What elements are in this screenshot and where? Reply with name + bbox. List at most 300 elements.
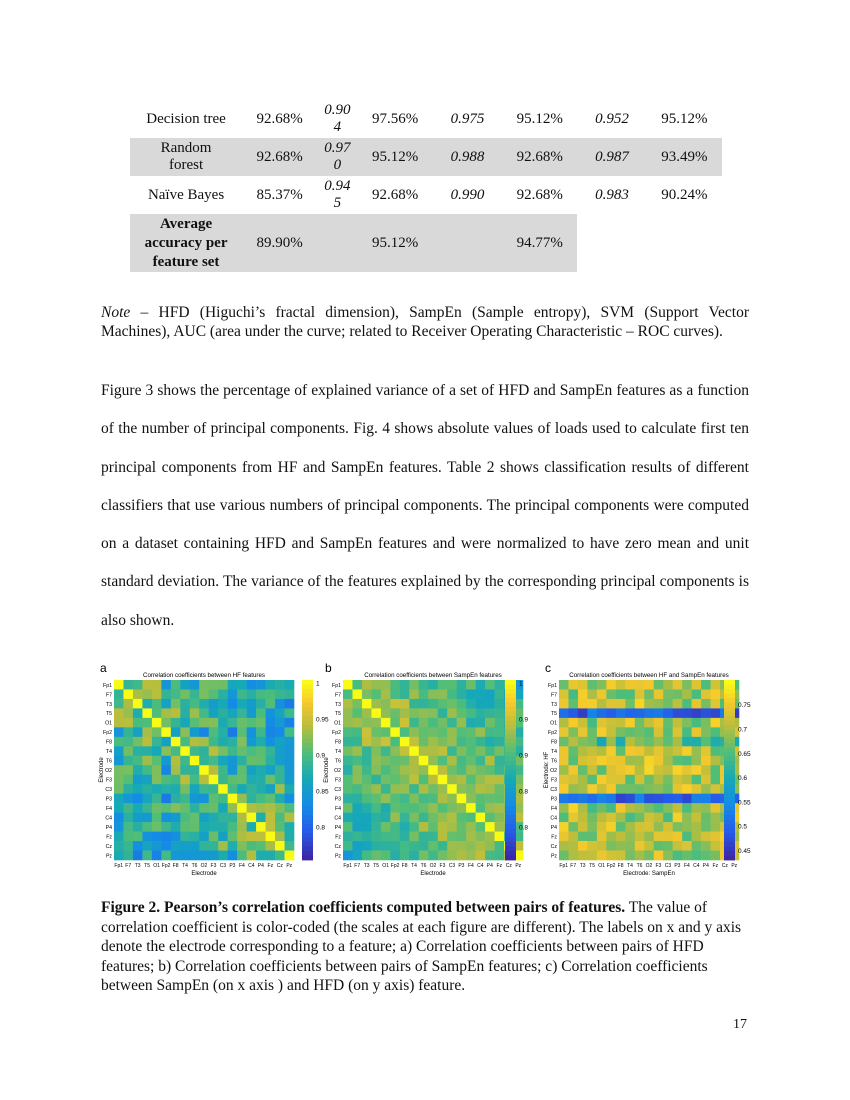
- heatmap-cell: [559, 794, 569, 804]
- x-tick-label: C4: [248, 863, 255, 869]
- colorbar-segment: [724, 833, 735, 838]
- heatmap-cell: [390, 775, 400, 785]
- heatmap-cell: [495, 708, 505, 718]
- x-tick-label: T6: [636, 863, 643, 869]
- heatmap-cell: [485, 794, 495, 804]
- heatmap-cell: [161, 689, 171, 699]
- heatmap-cell: [152, 689, 162, 699]
- x-tick-label: F8: [401, 863, 408, 869]
- colorbar-segment: [724, 761, 735, 766]
- x-tick-label: C4: [693, 863, 700, 869]
- heatmap-cell: [559, 851, 569, 861]
- colorbar-segment: [505, 716, 516, 721]
- heatmap-cell: [701, 727, 711, 737]
- heatmap-cell: [587, 718, 597, 728]
- heatmap-cell: [209, 756, 219, 766]
- heatmap-cell: [218, 813, 228, 823]
- heatmap-cell: [400, 727, 410, 737]
- heatmap-cell: [218, 718, 228, 728]
- heatmap-cell: [682, 803, 692, 813]
- heatmap-cell: [476, 756, 486, 766]
- heatmap-cell: [218, 765, 228, 775]
- heatmap-cell: [692, 680, 702, 690]
- heatmap-cell: [438, 775, 448, 785]
- y-tick-label: Pz: [550, 853, 557, 860]
- x-tick-label: P4: [257, 863, 264, 869]
- heatmap-cell: [568, 765, 578, 775]
- heatmap-cell: [606, 794, 616, 804]
- heatmap-cell: [371, 680, 381, 690]
- heatmap-cell: [343, 841, 353, 851]
- x-tick-label: T6: [420, 863, 427, 869]
- heatmap-cell: [625, 737, 635, 747]
- heatmap-cell: [114, 680, 124, 690]
- heatmap-cell: [597, 851, 607, 861]
- colorbar-tick-label: 0.75: [738, 702, 751, 710]
- heatmap-cell: [635, 832, 645, 842]
- heatmap-cell: [381, 822, 391, 832]
- heatmap-cell: [133, 680, 143, 690]
- heatmap-cell: [654, 794, 664, 804]
- heatmap-cell: [152, 718, 162, 728]
- heatmap-cell: [625, 803, 635, 813]
- heatmap-cell: [142, 822, 152, 832]
- y-axis-label: Electrode: [324, 757, 330, 783]
- heatmap-cell: [209, 794, 219, 804]
- heatmap-cell: [371, 699, 381, 709]
- heatmap-cell: [635, 822, 645, 832]
- heatmap-cell: [447, 775, 457, 785]
- heatmap-cell: [237, 680, 247, 690]
- heatmap-cell: [559, 727, 569, 737]
- y-tick-label: Fp2: [332, 730, 341, 737]
- colorbar-segment: [724, 739, 735, 744]
- heatmap-panel-c: [544, 661, 751, 877]
- heatmap-cell: [606, 689, 616, 699]
- heatmap-cell: [673, 765, 683, 775]
- heatmap-cell: [495, 822, 505, 832]
- heatmap-cell: [457, 803, 467, 813]
- heatmap-cell: [663, 851, 673, 861]
- heatmap-cell: [428, 784, 438, 794]
- heatmap-cell: [400, 746, 410, 756]
- y-tick-label: F8: [550, 739, 557, 746]
- heatmap-cell: [559, 699, 569, 709]
- colorbar-segment: [505, 752, 516, 757]
- colorbar-segment: [505, 707, 516, 712]
- heatmap-cell: [275, 680, 285, 690]
- heatmap-cell: [285, 841, 295, 851]
- heatmap-cell: [266, 680, 276, 690]
- x-tick-label: T4: [627, 863, 633, 869]
- colorbar-tick-label: 1: [519, 680, 523, 688]
- x-tick-label: O1: [598, 863, 605, 869]
- heatmap-cell: [133, 708, 143, 718]
- heatmap-cell: [228, 794, 238, 804]
- heatmap-cell: [495, 813, 505, 823]
- heatmap-cell: [171, 851, 181, 861]
- heatmap-cell: [390, 822, 400, 832]
- x-tick-label: P3: [674, 863, 681, 869]
- heatmap-cell: [275, 822, 285, 832]
- heatmap-cell: [285, 803, 295, 813]
- heatmap-cell: [228, 727, 238, 737]
- heatmap-cell: [123, 784, 133, 794]
- heatmap-cell: [419, 832, 429, 842]
- heatmap-cell: [237, 784, 247, 794]
- x-tick-label: F4: [467, 863, 474, 869]
- heatmap-cell: [568, 737, 578, 747]
- heatmap-cell: [578, 822, 588, 832]
- heatmap-cell: [171, 832, 181, 842]
- heatmap-cell: [568, 813, 578, 823]
- x-tick-label: Fp2: [161, 863, 171, 869]
- colorbar-segment: [302, 851, 313, 856]
- colorbar-segment: [724, 824, 735, 829]
- heatmap-cell: [644, 794, 654, 804]
- heatmap-cell: [447, 784, 457, 794]
- heatmap-cell: [400, 851, 410, 861]
- heatmap-panel-a: [99, 661, 329, 877]
- heatmap-cell: [285, 794, 295, 804]
- colorbar-segment: [505, 775, 516, 780]
- heatmap-cell: [199, 841, 209, 851]
- colorbar-segment: [302, 797, 313, 802]
- x-tick-label: Cz: [721, 863, 728, 869]
- heatmap-cell: [381, 813, 391, 823]
- heatmap-cell: [559, 756, 569, 766]
- heatmap-cell: [578, 680, 588, 690]
- heatmap-cell: [352, 737, 362, 747]
- heatmap-cell: [654, 822, 664, 832]
- heatmap-cell: [218, 775, 228, 785]
- heatmap-cell: [447, 794, 457, 804]
- y-tick-label: C4: [105, 815, 112, 822]
- heatmap-cell: [711, 784, 721, 794]
- heatmap-cell: [343, 794, 353, 804]
- colorbar-segment: [724, 716, 735, 721]
- heatmap-cell: [438, 746, 448, 756]
- heatmap-cell: [142, 832, 152, 842]
- heatmap-cell: [606, 803, 616, 813]
- heatmap-cell: [466, 746, 476, 756]
- heatmap-cell: [362, 832, 372, 842]
- heatmap-cell: [578, 851, 588, 861]
- heatmap-cell: [419, 689, 429, 699]
- heatmap-cell: [285, 813, 295, 823]
- body-paragraph: Figure 3 shows the percentage of explained variance of a set of HFD and SampEn features as a function of the number of principal components. Fig. 4 shows absolute values of loads used to calculate first ten principal components from HF and SampEn features. Table 2 shows classification results of different classifiers that use various numbers of principal components. The principal components were computed on a dataset containing HFD and SampEn features and were normalized to have zero mean and unit standard deviation. The variance of the features explained by the corresponding principal components is also shown.: [101, 382, 749, 629]
- heatmap-cell: [133, 689, 143, 699]
- correlation-figure: [99, 660, 751, 877]
- heatmap-cell: [466, 689, 476, 699]
- heatmap-cell: [673, 680, 683, 690]
- heatmap-cell: [438, 680, 448, 690]
- heatmap-cell: [654, 689, 664, 699]
- heatmap-cell: [362, 794, 372, 804]
- heatmap-cell: [428, 794, 438, 804]
- heatmap-cell: [447, 822, 457, 832]
- heatmap-cell: [390, 680, 400, 690]
- heatmap-cell: [352, 756, 362, 766]
- heatmap-cell: [275, 699, 285, 709]
- heatmap-cell: [152, 851, 162, 861]
- heatmap-cell: [190, 765, 200, 775]
- x-tick-label: F7: [354, 863, 361, 869]
- heatmap-cell: [682, 699, 692, 709]
- y-tick-label: T5: [334, 711, 341, 718]
- y-tick-label: T3: [334, 701, 341, 708]
- heatmap-cell: [142, 841, 152, 851]
- heatmap-cell: [711, 689, 721, 699]
- heatmap-cell: [568, 689, 578, 699]
- heatmap-cell: [428, 775, 438, 785]
- heatmap-cell: [390, 841, 400, 851]
- heatmap-cell: [352, 851, 362, 861]
- heatmap-cell: [457, 813, 467, 823]
- heatmap-cell: [190, 841, 200, 851]
- classifier-cell: Decision tree: [146, 110, 226, 127]
- heatmap-cell: [485, 765, 495, 775]
- heatmap-cell: [352, 822, 362, 832]
- heatmap-cell: [466, 784, 476, 794]
- heatmap-cell: [343, 832, 353, 842]
- heatmap-cell: [152, 822, 162, 832]
- heatmap-cell: [152, 803, 162, 813]
- heatmap-cell: [180, 784, 190, 794]
- heatmap-cell: [171, 813, 181, 823]
- heatmap-cell: [228, 841, 238, 851]
- colorbar-segment: [724, 680, 735, 685]
- heatmap-cell: [209, 746, 219, 756]
- heatmap-cell: [476, 813, 486, 823]
- heatmap-cell: [114, 851, 124, 861]
- heatmap-cell: [682, 737, 692, 747]
- heatmap-cell: [568, 775, 578, 785]
- heatmap-cell: [644, 727, 654, 737]
- heatmap-cell: [237, 813, 247, 823]
- heatmap-cell: [587, 832, 597, 842]
- y-tick-label: T4: [334, 749, 341, 756]
- heatmap-cell: [171, 822, 181, 832]
- heatmap-cell: [485, 832, 495, 842]
- heatmap-cell: [692, 765, 702, 775]
- y-tick-label: P3: [334, 796, 341, 803]
- heatmap-cell: [180, 756, 190, 766]
- heatmap-cell: [409, 746, 419, 756]
- heatmap-cell: [390, 718, 400, 728]
- heatmap-cell: [711, 822, 721, 832]
- heatmap-cell: [142, 727, 152, 737]
- heatmap-cell: [114, 689, 124, 699]
- heatmap-cell: [266, 794, 276, 804]
- heatmap-cell: [485, 727, 495, 737]
- heatmap-cell: [606, 699, 616, 709]
- heatmap-cell: [266, 756, 276, 766]
- heatmap-cell: [625, 813, 635, 823]
- heatmap-cell: [428, 756, 438, 766]
- heatmap-cell: [606, 746, 616, 756]
- table-row: Naïve Bayes 85.37% 0.94 5 92.68% 0.990 92.68% 0.983 90.24%: [130, 176, 722, 214]
- heatmap-cell: [578, 689, 588, 699]
- heatmap-cell: [285, 680, 295, 690]
- heatmap-cell: [266, 765, 276, 775]
- heatmap-cell: [161, 699, 171, 709]
- colorbar-segment: [724, 685, 735, 690]
- heatmap-cell: [578, 727, 588, 737]
- heatmap-cell: [568, 803, 578, 813]
- heatmap-title: Correlation coefficients between SampEn features: [364, 672, 502, 679]
- heatmap-cell: [711, 746, 721, 756]
- heatmap-cell: [635, 784, 645, 794]
- heatmap-cell: [644, 699, 654, 709]
- heatmap-cell: [247, 727, 257, 737]
- heatmap-cell: [390, 746, 400, 756]
- heatmap-cell: [199, 784, 209, 794]
- heatmap-cell: [152, 832, 162, 842]
- colorbar-segment: [724, 815, 735, 820]
- heatmap-cell: [381, 803, 391, 813]
- heatmap-cell: [495, 765, 505, 775]
- heatmap-cell: [587, 727, 597, 737]
- heatmap-cell: [438, 718, 448, 728]
- heatmap-cell: [362, 699, 372, 709]
- heatmap-cell: [285, 784, 295, 794]
- heatmap-cell: [578, 775, 588, 785]
- heatmap-cell: [180, 775, 190, 785]
- heatmap-cell: [123, 813, 133, 823]
- y-tick-label: T5: [105, 711, 112, 718]
- heatmap-cell: [180, 689, 190, 699]
- heatmap-cell: [495, 794, 505, 804]
- heatmap-cell: [568, 851, 578, 861]
- heatmap-cell: [371, 775, 381, 785]
- heatmap-cell: [237, 756, 247, 766]
- heatmap-cell: [180, 718, 190, 728]
- colorbar-segment: [302, 793, 313, 798]
- heatmap-cell: [587, 756, 597, 766]
- heatmap-cell: [654, 746, 664, 756]
- heatmap-cell: [123, 822, 133, 832]
- heatmap-cell: [466, 708, 476, 718]
- heatmap-cell: [190, 803, 200, 813]
- heatmap-cell: [142, 851, 152, 861]
- heatmap-cell: [133, 784, 143, 794]
- heatmap-cell: [218, 794, 228, 804]
- heatmap-cell: [266, 689, 276, 699]
- heatmap-cell: [701, 794, 711, 804]
- heatmap-cell: [578, 832, 588, 842]
- x-tick-label: P3: [229, 863, 236, 869]
- heatmap-cell: [285, 727, 295, 737]
- heatmap-cell: [457, 718, 467, 728]
- heatmap-cell: [409, 689, 419, 699]
- heatmap-cell: [419, 775, 429, 785]
- heatmap-cell: [711, 775, 721, 785]
- heatmap-cell: [701, 803, 711, 813]
- heatmap-cell: [701, 737, 711, 747]
- heatmap-cell: [266, 851, 276, 861]
- heatmap-cell: [285, 851, 295, 861]
- heatmap-cell: [409, 699, 419, 709]
- heatmap-cell: [559, 737, 569, 747]
- heatmap-cell: [428, 718, 438, 728]
- heatmap-cell: [123, 851, 133, 861]
- heatmap-cell: [495, 803, 505, 813]
- heatmap-cell: [485, 737, 495, 747]
- heatmap-cell: [476, 775, 486, 785]
- heatmap-cell: [476, 794, 486, 804]
- heatmap-cell: [682, 746, 692, 756]
- heatmap-cell: [419, 699, 429, 709]
- heatmap-cell: [673, 699, 683, 709]
- colorbar-tick-label: 0.95: [316, 716, 329, 724]
- heatmap-cell: [190, 756, 200, 766]
- colorbar-segment: [302, 725, 313, 730]
- heatmap-cell: [711, 699, 721, 709]
- heatmap-cell: [495, 832, 505, 842]
- heatmap-cell: [180, 822, 190, 832]
- heatmap-cell: [266, 784, 276, 794]
- heatmap-cell: [635, 803, 645, 813]
- heatmap-cell: [616, 765, 626, 775]
- heatmap-cell: [663, 794, 673, 804]
- colorbar-segment: [302, 730, 313, 735]
- heatmap-cell: [597, 832, 607, 842]
- heatmap-cell: [568, 746, 578, 756]
- heatmap-cell: [256, 784, 266, 794]
- colorbar-segment: [505, 757, 516, 762]
- heatmap-cell: [457, 727, 467, 737]
- heatmap-cell: [428, 803, 438, 813]
- heatmap-cell: [559, 841, 569, 851]
- heatmap-cell: [381, 680, 391, 690]
- heatmap-cell: [692, 727, 702, 737]
- heatmap-cell: [199, 756, 209, 766]
- heatmap-cell: [381, 794, 391, 804]
- x-tick-label: Fp2: [606, 863, 616, 869]
- heatmap-cell: [275, 794, 285, 804]
- heatmap-cell: [400, 708, 410, 718]
- heatmap-cell: [218, 851, 228, 861]
- heatmap-panel-b: [324, 661, 528, 877]
- colorbar-segment: [505, 761, 516, 766]
- y-tick-label: P3: [105, 796, 112, 803]
- heatmap-cell: [625, 746, 635, 756]
- heatmap-cell: [419, 680, 429, 690]
- heatmap-cell: [616, 689, 626, 699]
- heatmap-cell: [568, 718, 578, 728]
- heatmap-cell: [362, 746, 372, 756]
- heatmap-cell: [616, 832, 626, 842]
- colorbar-segment: [302, 811, 313, 816]
- heatmap-cell: [559, 832, 569, 842]
- heatmap-cell: [285, 775, 295, 785]
- heatmap-cell: [247, 765, 257, 775]
- heatmap-cell: [237, 765, 247, 775]
- y-tick-label: Fz: [335, 834, 341, 841]
- heatmap-cell: [133, 756, 143, 766]
- heatmap-cell: [237, 822, 247, 832]
- heatmap-cell: [476, 708, 486, 718]
- panel-letter: a: [100, 661, 107, 675]
- heatmap-cell: [114, 775, 124, 785]
- heatmap-cell: [485, 822, 495, 832]
- heatmap-cell: [171, 803, 181, 813]
- heatmap-cell: [218, 822, 228, 832]
- heatmap-cell: [190, 737, 200, 747]
- y-tick-label: Pz: [105, 853, 112, 860]
- heatmap-cell: [409, 718, 419, 728]
